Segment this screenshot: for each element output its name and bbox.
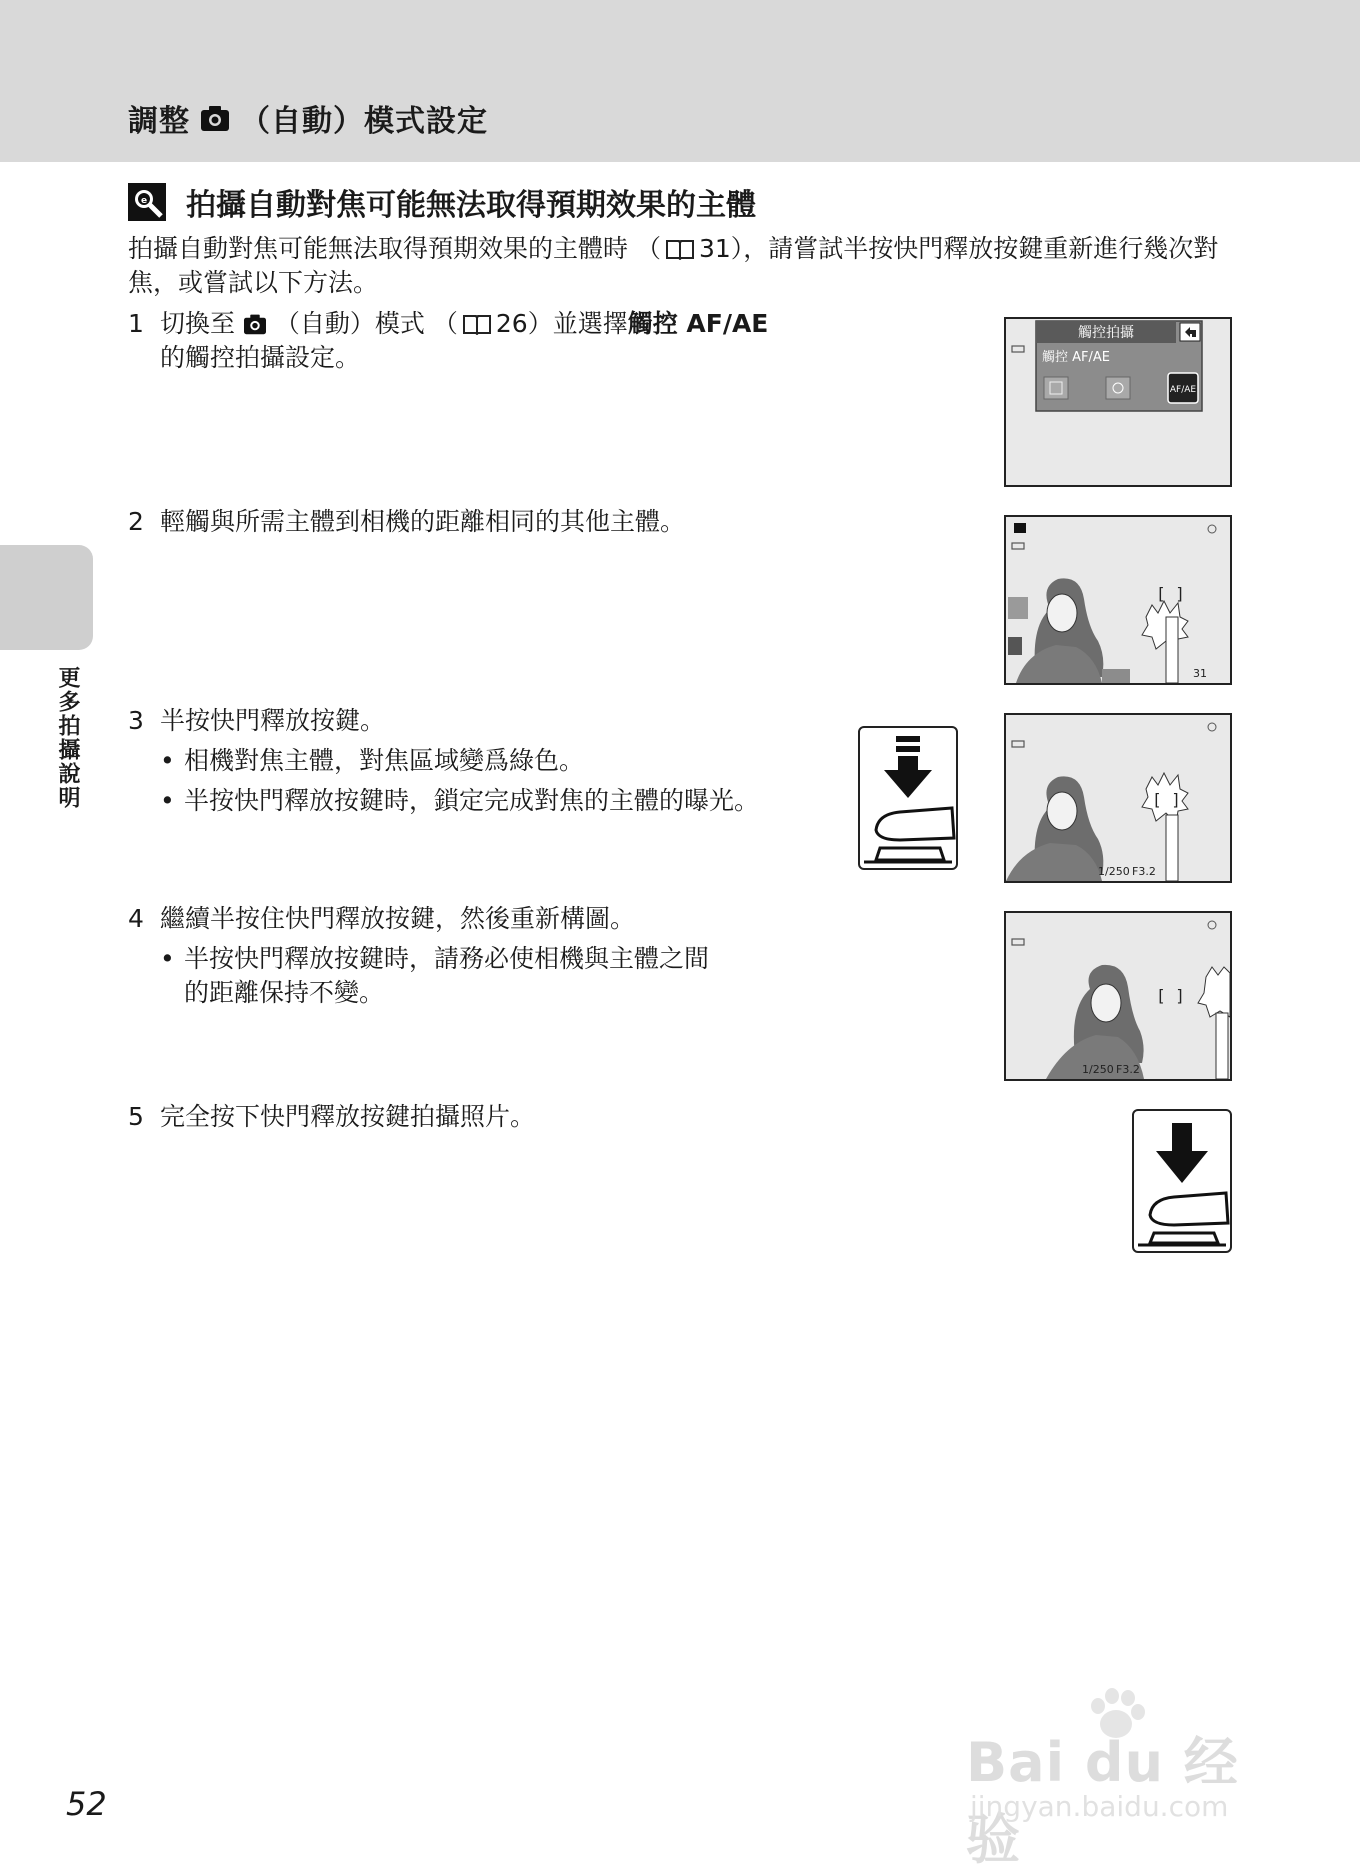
step-1-text-2: （自動）模式 （: [274, 309, 458, 338]
svg-text:[ ]: [ ]: [1156, 986, 1185, 1005]
shutter-speed: 1/250: [1082, 1063, 1114, 1076]
step-1-bold-option: 觸控 AF/AE: [627, 309, 769, 338]
svg-text:[ ]: [ ]: [1152, 790, 1181, 809]
auto-mode-camera-icon: [243, 313, 267, 335]
step-number: 2: [128, 507, 144, 536]
header-title-prefix: 調整: [128, 104, 190, 139]
step-3-bullets: [160, 744, 848, 818]
section-title: [128, 180, 756, 224]
remaining-frames: 31: [1193, 667, 1207, 680]
shutter-speed: 1/250: [1098, 865, 1130, 878]
camera-mode-icon: [1014, 523, 1026, 533]
page-header-title: [128, 96, 488, 140]
menu-title: 觸控拍攝: [1078, 325, 1134, 341]
list-item: • 相機對焦主體，對焦區域變爲綠色。: [160, 744, 848, 778]
section-title-text: 拍攝自動對焦可能無法取得預期效果的主體: [186, 188, 756, 223]
svg-text:[ ]: [ ]: [1156, 584, 1185, 603]
down-arrow-icon: [1156, 1151, 1208, 1183]
camera-screen-touch-menu: [1004, 317, 1232, 487]
baidu-watermark: [966, 1690, 1276, 1871]
header-title-suffix: （自動）模式設定: [240, 104, 488, 139]
watermark-url: jingyan.baidu.com: [970, 1790, 1229, 1823]
page-number: 52: [66, 1785, 107, 1823]
chapter-side-label: 更多拍攝說明: [55, 666, 80, 810]
step-5: [128, 1100, 848, 1134]
chapter-side-tab: [0, 545, 93, 650]
full-press-shutter-illustration: [1132, 1109, 1232, 1253]
touch-af-ae-icon: AF/AE: [1169, 385, 1197, 395]
aperture: F3.2: [1116, 1063, 1140, 1076]
half-press-shutter-illustration: [858, 726, 958, 870]
intro-text-1: 拍攝自動對焦可能無法取得預期效果的主體時 （: [128, 234, 661, 263]
step-4-text: 繼續半按住快門釋放按鍵，然後重新構圖。: [160, 904, 636, 933]
step-number: 1: [128, 309, 144, 338]
section-intro: [128, 232, 1238, 300]
step-1-text-4: 的觸控拍攝設定。: [160, 343, 361, 372]
step-3: [128, 704, 848, 824]
step-1-page-ref: 26: [495, 309, 528, 338]
step-number: 4: [128, 904, 144, 933]
aperture: F3.2: [1132, 865, 1156, 878]
step-5-text: 完全按下快門釋放按鍵拍攝照片。: [160, 1102, 536, 1131]
tip-magnifier-icon: [128, 183, 166, 221]
intro-page-ref: 31: [698, 234, 731, 263]
step-4: [128, 902, 848, 1016]
camera-screen-touch-subject: [1004, 515, 1232, 685]
svg-text:e: e: [140, 196, 148, 206]
watermark-brand: Bai du 经验: [966, 1731, 1239, 1871]
step-1-text-1: 切換至: [160, 309, 236, 338]
down-arrow-icon: [884, 770, 932, 798]
step-2: [128, 505, 848, 539]
menu-selected-item: 觸控 AF/AE: [1042, 350, 1110, 365]
step-number: 3: [128, 706, 144, 735]
auto-mode-camera-icon: [200, 104, 230, 132]
step-2-text: 輕觸與所需主體到相機的距離相同的其他主體。: [160, 507, 686, 536]
list-item: • 半按快門釋放按鍵時，鎖定完成對焦的主體的曝光。: [160, 784, 848, 818]
camera-screen-focus-locked: [1004, 713, 1232, 883]
step-number: 5: [128, 1102, 144, 1131]
step-3-text: 半按快門釋放按鍵。: [160, 706, 386, 735]
list-item: • 半按快門釋放按鍵時，請務必使相機與主體之間的距離保持不變。: [160, 942, 720, 1010]
camera-screen-recompose: [1004, 911, 1232, 1081]
step-1: [128, 307, 848, 375]
page-reference-book-icon: [462, 313, 492, 335]
step-1-text-3: ）並選擇: [527, 309, 628, 338]
intro-text-2: ），請嘗試半按快門釋放按鍵重新進行幾次對焦，或嘗試以下方法。: [128, 234, 1219, 297]
page-reference-book-icon: [665, 238, 695, 260]
step-4-bullets: [160, 942, 720, 1010]
